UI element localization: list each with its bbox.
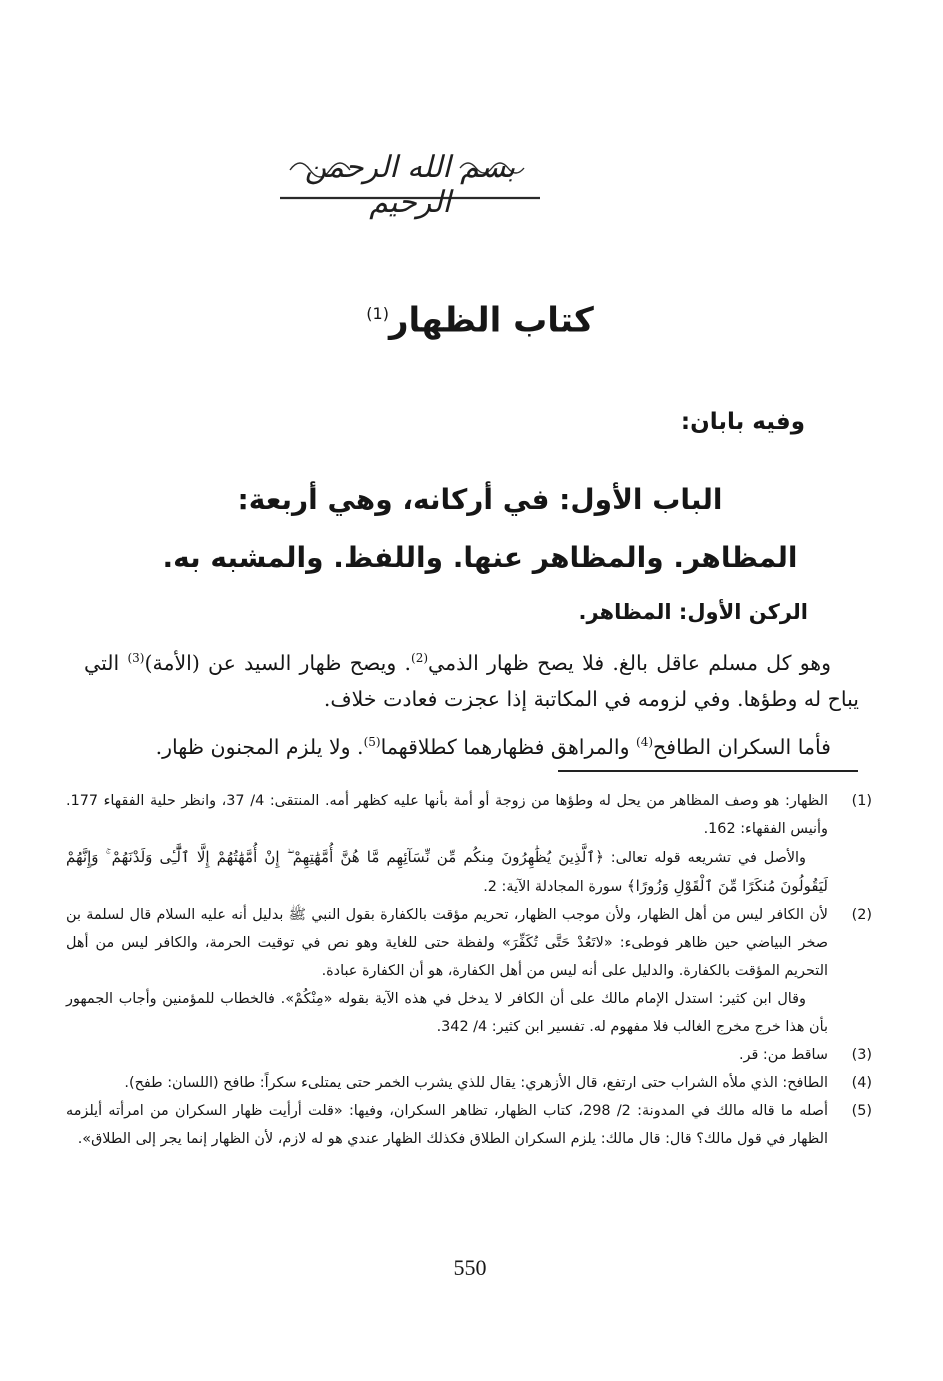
footnote-5-text: أصله ما قاله مالك في المدونة: 2/ 298، كتاب الظهار، تظاهر السكران، وفيها: «قلت أرأيت ظهار السكران من امرأته أيلزمه الظهار في قول مالك؟ قال: قال مالك: يلزم السكران الطلاق فكذلك الظهار عندي هو له لازم، لأن الظهار إنما يجر إلى الطلاق». — [66, 1103, 828, 1147]
page-number: 550 — [453, 1255, 487, 1280]
chapter-heading-line1: الباب الأول: في أركانه، وهي أربعة: — [237, 483, 723, 516]
footnote-1 — [66, 787, 872, 901]
book-title — [200, 292, 760, 342]
body-paragraph-1 — [84, 640, 859, 717]
para1-text-c: التي يباح له وطؤها. وفي لزومه في المكاتبة إذا عجزت فعادت خلاف. — [84, 650, 859, 711]
body-paragraph-2 — [84, 724, 859, 765]
quran-verse: ﴿ٱلَّذِينَ يُظَٰهِرُونَ مِنكُم مِّن نِّسَآئِهِم مَّا هُنَّ أُمَّهَٰتِهِمْ ۖ إِنْ أُمَّهَٰتُهُمْ إِلَّا ٱلَّٰٓـِٔى وَلَدْنَهُمْ ۚ وَإِنَّهُمْ لَيَقُولُونَ مُنكَرًا مِّنَ ٱلْقَوْلِ وَزُورًا﴾ — [66, 848, 828, 895]
footnote-number: (2) — [851, 907, 872, 923]
footnote-body — [66, 787, 828, 901]
footnote-1-definition: الظهار: هو وصف المظاهر من يحل له وطؤها من زوجة أو أمة بأنها عليه كظهر أمه. المنتقى: 4/ 37، وانظر حلية الفقهاء 177. وأنيس الفقهاء: 162. — [66, 793, 828, 837]
para1-text-b: . ويصح ظهار السيد عن (الأمة) — [144, 650, 412, 675]
footnote-number: (1) — [851, 793, 872, 809]
footnote-1-origin-intro: والأصل في تشريعه قوله تعالى: — [603, 850, 806, 866]
book-title-text: كتاب الظهار — [388, 300, 594, 341]
footnote-4-text: الطافح: الذي ملأه الشراب حتى ارتفع، قال الأزهري: يقال للذي يشرب الخمر حتى يمتلىء سكراً: طافح (اللسان: طفح). — [124, 1075, 828, 1091]
footnote-separator — [558, 770, 858, 772]
footnote-marker-3: (3) — [127, 651, 145, 665]
footnote-3 — [66, 1041, 872, 1069]
para1-text-a: وهو كل مسلم عاقل بالغ. فلا يصح ظهار الذمي — [428, 650, 831, 675]
footnote-body — [66, 1041, 828, 1069]
intro-heading: وفيه بابان: — [680, 409, 805, 435]
footnote-number: (4) — [851, 1075, 872, 1091]
footnote-number: (3) — [851, 1047, 872, 1063]
footnote-number: (5) — [851, 1103, 872, 1119]
footnote-body — [66, 1069, 828, 1097]
footnote-1-origin — [66, 843, 828, 901]
footnote-4 — [66, 1069, 872, 1097]
footnote-1-source: سورة المجادلة الآية: 2. — [483, 879, 627, 895]
footnote-2-ibn-kathir: وقال ابن كثير: استدل الإمام مالك على أن الكافر لا يدخل في هذه الآية بقوله «مِنْكُمْ». فالخطاب للمؤمنين وأجاب الجمهور بأن هذا خرج مخرج الغالب فلا مفهوم له. تفسير ابن كثير: 4/ 342. — [66, 991, 828, 1035]
footnote-marker-4: (4) — [636, 735, 654, 749]
footnote-2-text: لأن الكافر ليس من أهل الظهار، ولأن موجب الظهار، تحريم مؤقت بالكفارة بقول النبي ﷺ بدليل أنه عليه السلام قال لسلمة بن صخر البياضي حين ظاهر فوطىء: «لاتَعُدْ حَتَّى تُكَفِّرَ» ولفظة حتى للغاية وهو نص في توقيت الحرمة، والكافر ليس من أهل التحريم المؤقت بالكفارة. والدليل على أنه ليس من أهل الكفارة، هو أن الكفارة عبادة. — [66, 907, 828, 979]
pillar-heading: الركن الأول: المظاهر. — [578, 600, 808, 624]
footnote-marker-2: (2) — [411, 651, 429, 665]
book-title-footnote-marker: (1) — [366, 304, 389, 323]
footnote-body — [66, 1097, 828, 1153]
footnotes — [66, 787, 872, 1153]
para2-text-a: فأما السكران الطافح — [653, 734, 831, 759]
basmala-text: بسم الله الرحمن الرحيم — [304, 150, 516, 220]
footnote-3-text: ساقط من: قر. — [738, 1047, 828, 1063]
chapter-heading-line2: المظاهر. والمظاهر عنها. واللفظ. والمشبه به. — [162, 541, 798, 574]
footnote-body — [66, 901, 828, 1041]
footnote-5 — [66, 1097, 872, 1153]
para2-text-b: والمراهق فظهارهما كطلاقهما — [380, 734, 637, 759]
footnote-marker-5: (5) — [363, 735, 381, 749]
footnote-2 — [66, 901, 872, 1041]
para2-text-c: . ولا يلزم المجنون ظهار. — [155, 734, 364, 759]
